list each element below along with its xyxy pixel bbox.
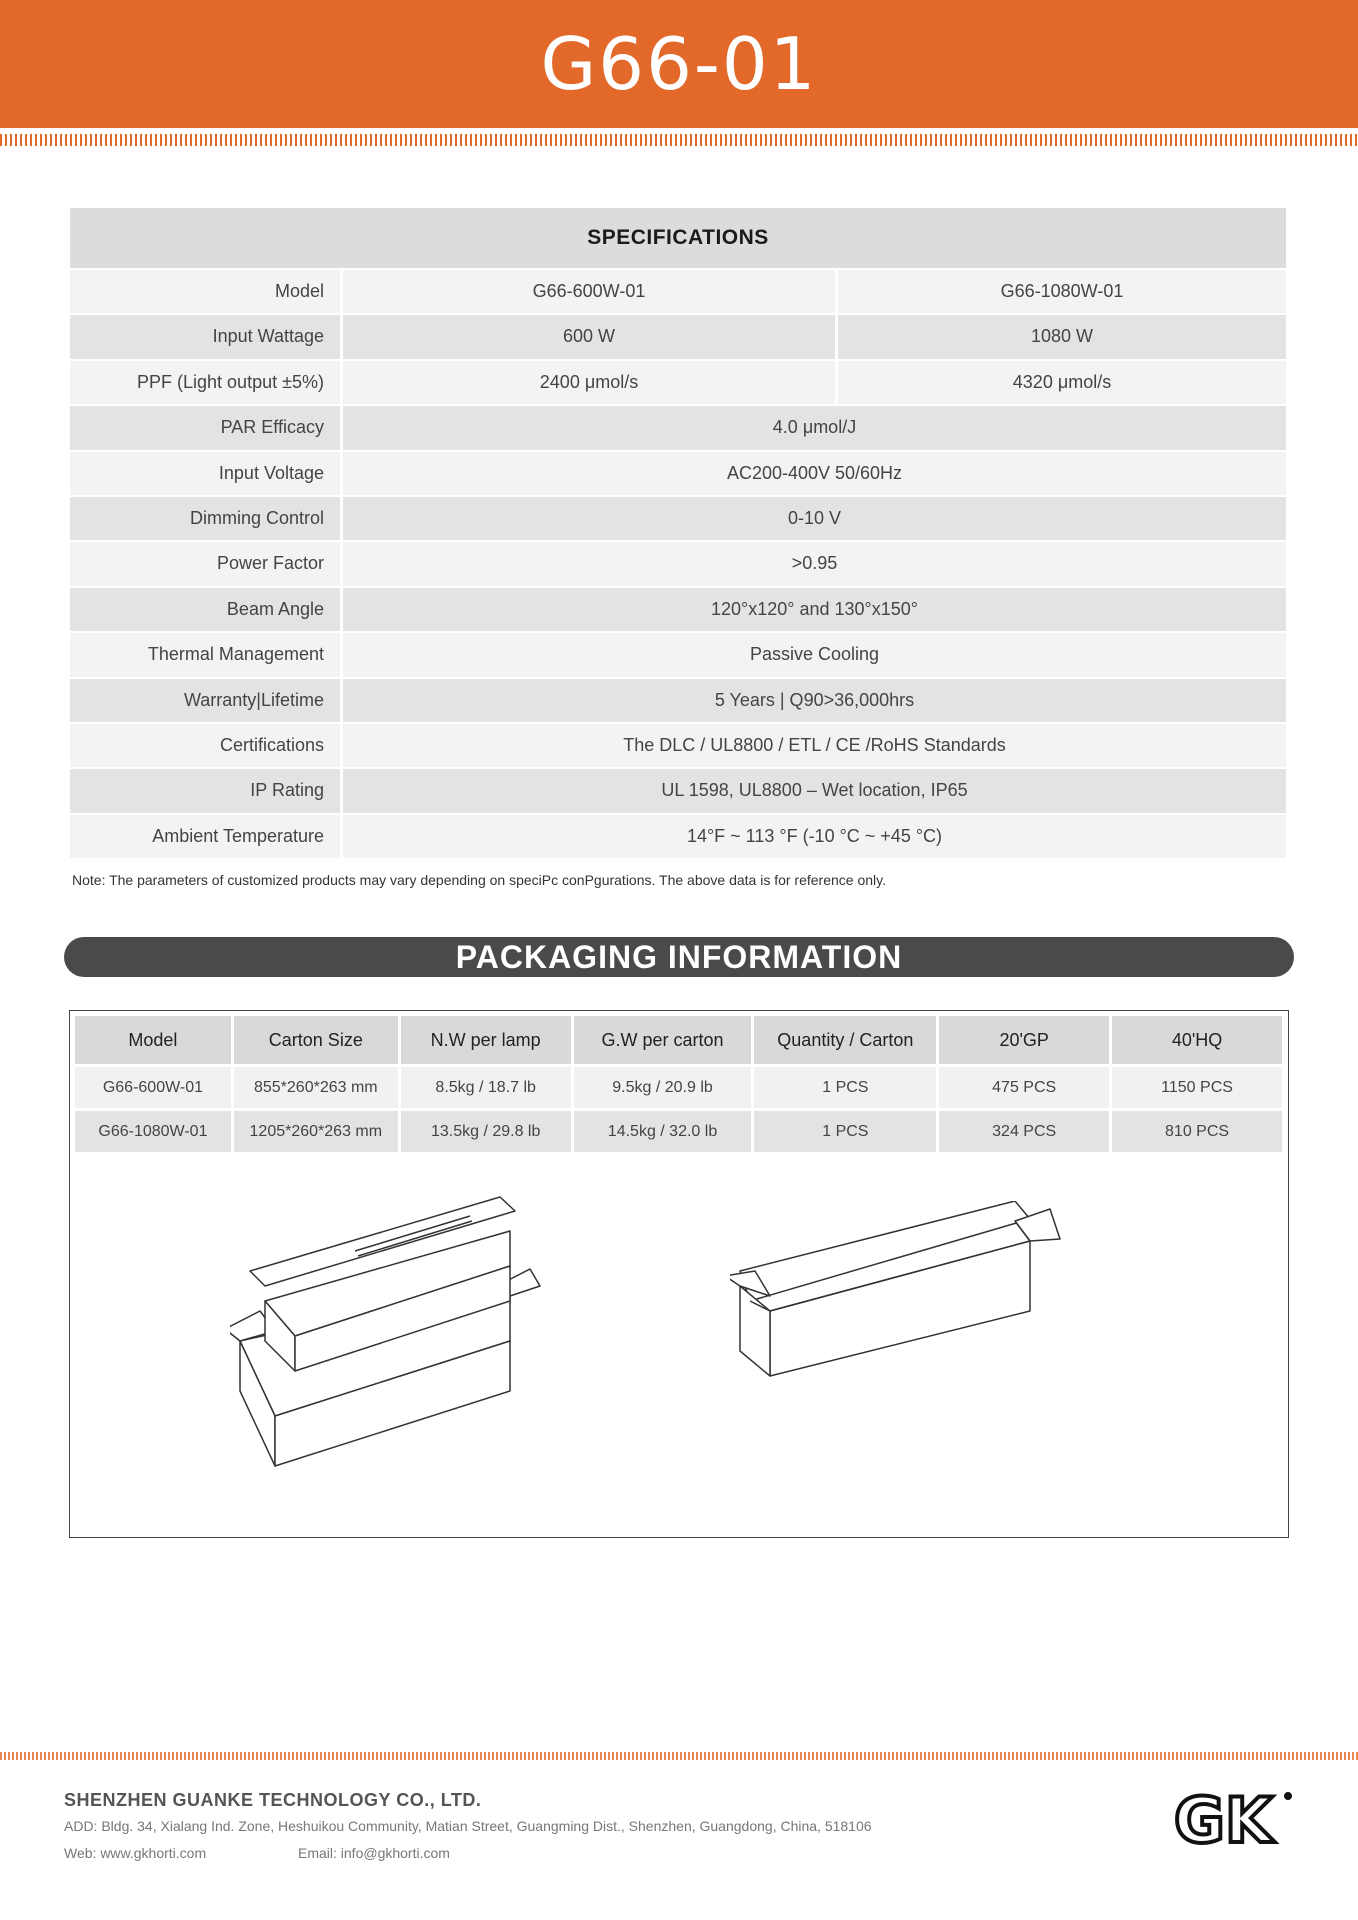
spec-row: [70, 631, 1286, 676]
packaging-cell: 324 PCS: [939, 1111, 1109, 1152]
spec-row: [70, 313, 1286, 358]
packaging-cell: 1 PCS: [754, 1067, 936, 1108]
packaging-body: [75, 1067, 1282, 1152]
packaging-row: [75, 1111, 1282, 1152]
packaging-title: PACKAGING INFORMATION: [64, 937, 1294, 977]
spec-value-1080w: G66-1080W-01: [838, 270, 1286, 313]
page-title: G66-01: [540, 22, 818, 106]
carton-illustration-open-lid: [230, 1191, 630, 1491]
spec-value: 14°F ~ 113 °F (-10 °C ~ +45 °C): [343, 815, 1286, 858]
packaging-cell: 8.5kg / 18.7 lb: [401, 1067, 571, 1108]
header-tick-border: [0, 134, 1358, 146]
spec-value: AC200-400V 50/60Hz: [343, 452, 1286, 495]
spec-row: [70, 767, 1286, 812]
spec-label: PAR Efficacy: [70, 406, 340, 449]
packaging-header-cell: Carton Size: [234, 1016, 398, 1064]
footer-tick-border: [0, 1752, 1358, 1760]
spec-row: [70, 268, 1286, 313]
spec-value: 5 Years | Q90>36,000hrs: [343, 679, 1286, 722]
gk-logo-text: GK: [1174, 1788, 1273, 1850]
packaging-header-cell: Quantity / Carton: [754, 1016, 936, 1064]
packaging-cell: 475 PCS: [939, 1067, 1109, 1108]
packaging-cell: 1205*260*263 mm: [234, 1111, 398, 1152]
spec-row: [70, 813, 1286, 858]
spec-row: [70, 359, 1286, 404]
spec-value-1080w: 4320 μmol/s: [838, 361, 1286, 404]
spec-label: IP Rating: [70, 769, 340, 812]
spec-label: Thermal Management: [70, 633, 340, 676]
spec-value: 120°x120° and 130°x150°: [343, 588, 1286, 631]
packaging-header-row: [75, 1016, 1282, 1064]
spec-label: PPF (Light output ±5%): [70, 361, 340, 404]
packaging-box: [69, 1010, 1289, 1538]
spec-label: Model: [70, 270, 340, 313]
packaging-cell: 855*260*263 mm: [234, 1067, 398, 1108]
specifications-table: [70, 208, 1286, 858]
spec-label: Ambient Temperature: [70, 815, 340, 858]
registered-mark-icon: [1284, 1792, 1292, 1800]
spec-value: >0.95: [343, 542, 1286, 585]
company-website: Web: www.gkhorti.com: [64, 1845, 207, 1861]
packaging-header-cell: Model: [75, 1016, 231, 1064]
specifications-title: SPECIFICATIONS: [70, 208, 1286, 268]
spec-label: Input Voltage: [70, 452, 340, 495]
packaging-cell: G66-600W-01: [75, 1067, 231, 1108]
spec-row: [70, 540, 1286, 585]
spec-label: Input Wattage: [70, 315, 340, 358]
packaging-header-cell: 20'GP: [939, 1016, 1109, 1064]
packaging-cell: 1 PCS: [754, 1111, 936, 1152]
packaging-cell: 14.5kg / 32.0 lb: [574, 1111, 752, 1152]
specifications-rows: [70, 268, 1286, 858]
spec-row: [70, 677, 1286, 722]
spec-row: [70, 495, 1286, 540]
spec-value-600w: 2400 μmol/s: [343, 361, 835, 404]
spec-label: Dimming Control: [70, 497, 340, 540]
spec-value-1080w: 1080 W: [838, 315, 1286, 358]
spec-label: Certifications: [70, 724, 340, 767]
spec-row: [70, 722, 1286, 767]
spec-value: The DLC / UL8800 / ETL / CE /RoHS Standards: [343, 724, 1286, 767]
company-email: Email: info@gkhorti.com: [298, 1845, 450, 1861]
spec-label: Warranty|Lifetime: [70, 679, 340, 722]
spec-row: [70, 404, 1286, 449]
packaging-cell: 9.5kg / 20.9 lb: [574, 1067, 752, 1108]
spec-value: 4.0 μmol/J: [343, 406, 1286, 449]
packaging-row: [75, 1067, 1282, 1108]
packaging-cell: 1150 PCS: [1112, 1067, 1282, 1108]
spec-value: UL 1598, UL8800 – Wet location, IP65: [343, 769, 1286, 812]
spec-row: [70, 450, 1286, 495]
packaging-header-cell: G.W per carton: [574, 1016, 752, 1064]
spec-value-600w: G66-600W-01: [343, 270, 835, 313]
company-name: SHENZHEN GUANKE TECHNOLOGY CO., LTD.: [64, 1790, 482, 1810]
packaging-cell: G66-1080W-01: [75, 1111, 231, 1152]
spec-label: Beam Angle: [70, 588, 340, 631]
spec-row: [70, 586, 1286, 631]
spec-value-600w: 600 W: [343, 315, 835, 358]
spec-note: Note: The parameters of customized products may vary depending on speciPc conPgurations. The above data is for reference only.: [72, 872, 887, 888]
packaging-header-cell: N.W per lamp: [401, 1016, 571, 1064]
company-address: ADD: Bldg. 34, Xialang Ind. Zone, Heshuikou Community, Matian Street, Guangming Dist., Shenzhen, Guangdong, China, 518106: [64, 1818, 872, 1834]
packaging-table: [72, 1013, 1285, 1155]
carton-illustration-open: [730, 1201, 1100, 1441]
spec-value: 0-10 V: [343, 497, 1286, 540]
spec-label: Power Factor: [70, 542, 340, 585]
gk-logo: [1174, 1788, 1294, 1850]
packaging-cell: 810 PCS: [1112, 1111, 1282, 1152]
header-banner: [0, 0, 1358, 128]
spec-value: Passive Cooling: [343, 633, 1286, 676]
packaging-header-cell: 40'HQ: [1112, 1016, 1282, 1064]
packaging-cell: 13.5kg / 29.8 lb: [401, 1111, 571, 1152]
